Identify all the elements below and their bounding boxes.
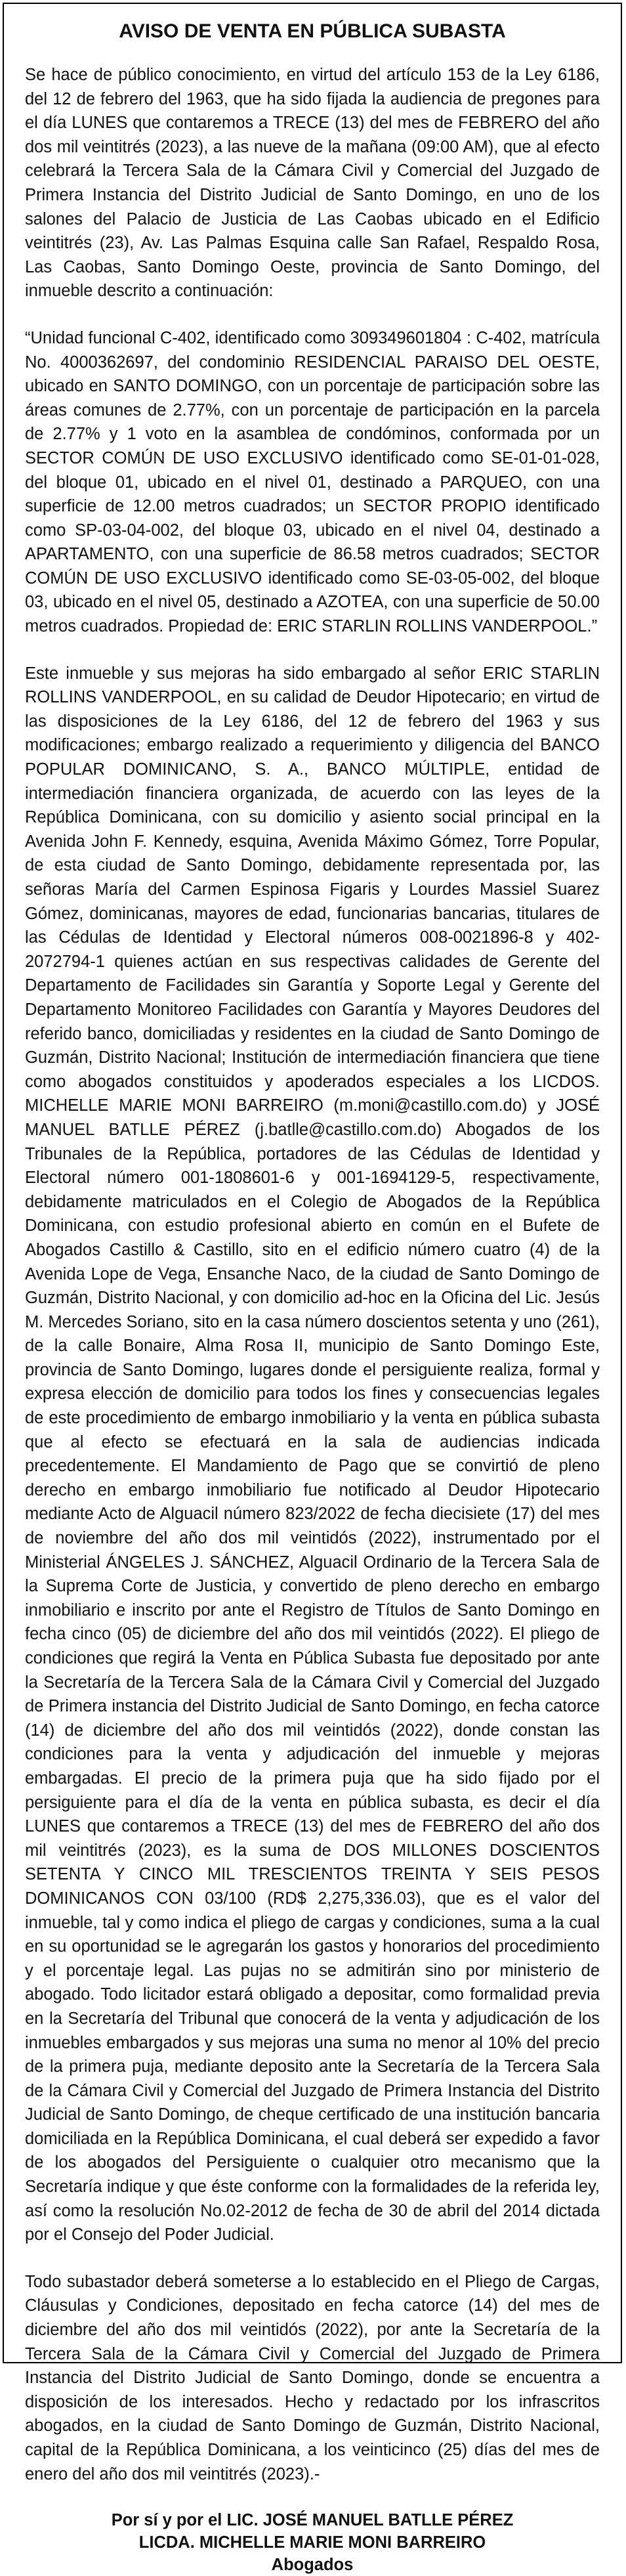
signature-line-attorney-1: Por sí y por el LIC. JOSÉ MANUEL BATLLE PÉREZ	[111, 2511, 514, 2530]
bidder-conditions-paragraph: Todo subastador deberá someterse a lo establecido en el Pliego de Cargas, Cláusulas y Condiciones, depositado en fecha catorce (14) del mes de diciembre del año dos mil veintidós (2022), por ante la Secretaría de la Tercera Sala de la Cámara Civil y Comercial del Juzgado de Primera Instancia del Distrito Judicial de Santo Domingo, donde se encuentra a disposición de los interesados. Hecho y redactado por los infrascritos abogados, en la ciudad de Santo Domingo de Guzmán, Distrito Nacional, capital de la República Dominicana, a los veinticinco (25) días del mes de enero del año dos mil veintitrés (2023).-	[25, 2272, 600, 2483]
notice-title: AVISO DE VENTA EN PÚBLICA SUBASTA	[119, 20, 506, 42]
intro-paragraph: Se hace de público conocimiento, en virtud del artículo 153 de la Ley 6186, del 12 de febrero del 1963, que ha sido fijada la audiencia de pregones para el día LUNES que contaremos a TRECE (13) del mes de FEBRERO del año dos mil veintitrés (2023), a las nueve de la mañana (09:00 AM), que al efecto celebrará la Tercera Sala de la Cámara Civil y Comercial del Juzgado de Primera Instancia del Distrito Judicial de Santo Domingo, en uno de los salones del Palacio de Justicia de Las Caobas ubicado en el Edificio veintitrés (23), Av. Las Palmas Esquina calle San Rafael, Respaldo Rosa, Las Caobas, Santo Domingo Oeste, provincia de Santo Domingo, del inmueble descrito a continuación:	[25, 66, 600, 301]
signature-line-attorney-2: LICDA. MICHELLE MARIE MONI BARREIRO	[138, 2533, 486, 2552]
seizure-details-paragraph: Este inmueble y sus mejoras ha sido embargado al señor ERIC STARLIN ROLLINS VANDERPOOL, en su calidad de Deudor Hipotecario; en virtud de las disposiciones de la Ley 6186, del 12 de febrero del 1963 y sus modificaciones; embargo realizado a requerimiento y diligencia del BANCO POPULAR DOMINICANO, S. A., BANCO MÚLTIPLE, entidad de intermediación financiera organizada, de acuerdo con las leyes de la República Dominicana, con su domicilio y asiento social principal en la Avenida John F. Kennedy, esquina, Avenida Máximo Gómez, Torre Popular, de esta ciudad de Santo Domingo, debidamente representada por, las señoras María del Carmen Espinosa Figaris y Lourdes Massiel Suarez Gómez, dominicanas, mayores de edad, funcionarias bancarias, titulares de las Cédulas de Identidad y Electoral números 008-0021896-8 y 402-2072794-1 quienes actúan en sus respectivas calidades de Gerente del Departamento de Facilidades sin Garantía y Soporte Legal y Gerente del Departamento Monitoreo Facilidades con Garantía y Mayores Deudores del referido banco, domiciliadas y residentes en la ciudad de Santo Domingo de Guzmán, Distrito Nacional; Institución de intermediación financiera que tiene como abogados constituidos y apoderados especiales a los LICDOS. MICHELLE MARIE MONI BARREIRO (m.moni@castillo.com.do) y JOSÉ MANUEL BATLLE PÉREZ (j.batlle@castillo.com.do) Abogados de los Tribunales de la República, portadores de las Cédulas de Identidad y Electoral número 001-1808601-6 y 001-1694129-5, respectivamente, debidamente matriculados en el Colegio de Abogados de la República Dominicana, con estudio profesional abierto en común en el Bufete de Abogados Castillo & Castillo, sito en el edificio número cuatro (4) de la Avenida Lope de Vega, Ensanche Naco, de la ciudad de Santo Domingo de Guzmán, Distrito Nacional, y con domicilio ad-hoc en la Oficina del Lic. Jesús M. Mercedes Soriano, sito en la casa número doscientos setenta y uno (261), de la calle Bonaire, Alma Rosa II, municipio de Santo Domingo Este, provincia de Santo Domingo, lugares donde el persiguiente realiza, formal y expresa elección de domicilio para todos los fines y consecuencias legales de este procedimiento de embargo inmobiliario y la venta en pública subasta que al efecto se efectuará en la sala de audiencias indicada precedentemente. El Mandamiento de Pago que se convirtió de pleno derecho en embargo inmobiliario fue notificado al Deudor Hipotecario mediante Acto de Alguacil número 823/2022 de fecha diecisiete (17) del mes de noviembre del año dos mil veintidós (2022), instrumentado por el Ministerial ÁNGELES J. SÁNCHEZ, Alguacil Ordinario de la Tercera Sala de la Suprema Corte de Justicia, y convertido de pleno derecho en embargo inmobiliario e inscrito por ante el Registro de Títulos de Santo Domingo en fecha cinco (05) de diciembre del año dos mil veintidós (2022). El pliego de condiciones que regirá la Venta en Pública Subasta fue depositado por ante la Secretaría de la Tercera Sala de la Cámara Civil y Comercial del Juzgado de Primera instancia del Distrito Judicial de Santo Domingo, en fecha catorce (14) de diciembre del año dos mil veintidós (2022), donde constan las condiciones para la venta y adjudicación del inmueble y mejoras embargadas. El precio de la primera puja que ha sido fijado por el persiguiente para el día de la venta en pública subasta, es decir el día LUNES que contaremos a TRECE (13) del mes de FEBRERO del año dos mil veintitrés (2023), es la suma de DOS MILLONES DOSCIENTOS SETENTA Y CINCO MIL TRESCIENTOS TREINTA Y SEIS PESOS DOMINICANOS CON 03/100 (RD$ 2,275,336.03), que es el valor del inmueble, tal y como indica el pliego de cargas y condiciones, suma a la cual en su oportunidad se le agregarán los gastos y honorarios del procedimiento y el porcentaje legal. Las pujas no se admitirán sino por ministerio de abogado. Todo licitador estará obligado a depositar, como formalidad previa en la Secretaría del Tribunal que conocerá de la venta y adjudicación de los inmuebles embargados y sus mejoras una suma no menor al 10% del precio de la primera puja, mediante deposito ante la Secretaría de la Tercera Sala de la Cámara Civil y Comercial del Juzgado de Primera Instancia del Distrito Judicial de Santo Domingo, de cheque certificado de una institución bancaria domiciliada en la República Dominicana, el cual deberá ser expedido a favor de los abogados del Persiguiente o cualquier otro mecanismo que la Secretaría indique y que éste conforme con la formalidades de la referida ley, así como la resolución No.02-2012 de fecha de 30 de abril del 2014 dictada por el Consejo del Poder Judicial.	[25, 664, 600, 2244]
signature-block	[25, 2509, 600, 2576]
signature-line-role: Abogados	[271, 2556, 354, 2575]
property-description-paragraph: “Unidad funcional C-402, identificado como 309349601804 : C-402, matrícula No. 4000362697, del condominio RESIDENCIAL PARAISO DEL OESTE, ubicado en SANTO DOMINGO, con un porcentaje de participación sobre las áreas comunes de 2.77%, con un porcentaje de participación en la parcela de 2.77% y 1 voto en la asamblea de condóminos, conformada por un SECTOR COMÚN DE USO EXCLUSIVO identificado como SE-01-01-028, del bloque 01, ubicado en el nivel 01, destinado a PARQUEO, con una superficie de 12.00 metros cuadrados; un SECTOR PROPIO identificado como SP-03-04-002, del bloque 03, ubicado en el nivel 04, destinado a APARTAMENTO, con una superficie de 86.58 metros cuadrados; SECTOR COMÚN DE USO EXCLUSIVO identificado como SE-03-05-002, del bloque 03, ubicado en el nivel 05, destinado a AZOTEA, con una superficie de 50.00 metros cuadrados. Propiedad de: ERIC STARLIN ROLLINS VANDERPOOL.”	[25, 328, 600, 636]
legal-notice	[3, 3, 622, 2575]
